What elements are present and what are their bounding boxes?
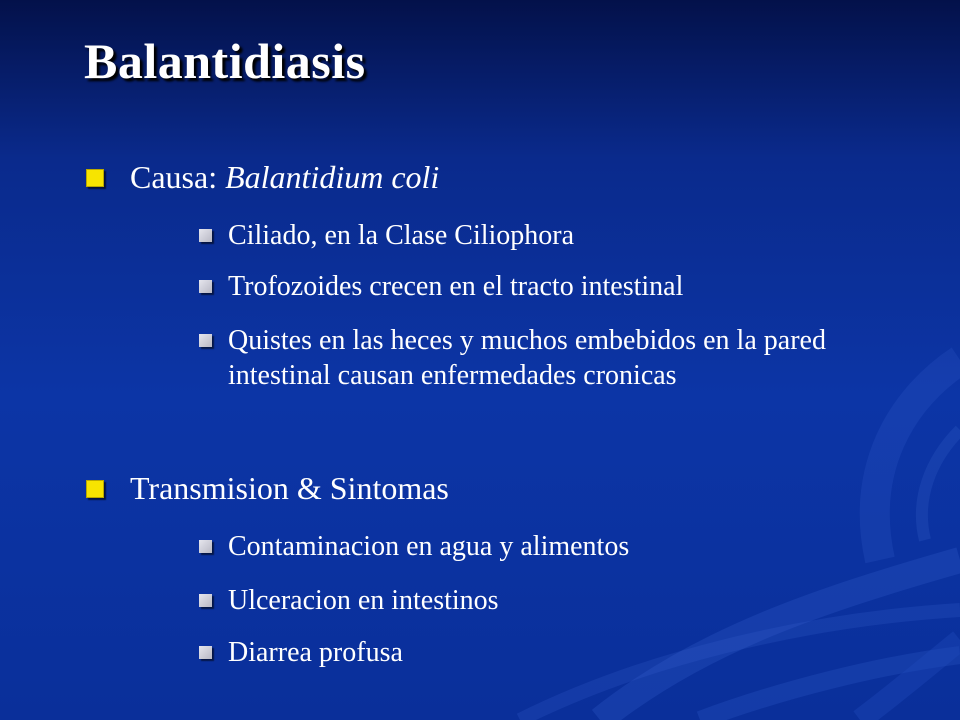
causa-label: Causa: <box>130 159 226 195</box>
square-bullet-icon <box>199 594 212 607</box>
sub-bullet-text: Ciliado, en la Clase Ciliophora <box>228 220 575 251</box>
transmision-heading: Transmision & Sintomas <box>130 470 449 506</box>
sub-bullet-ciliado <box>228 218 908 253</box>
slide-title: Balantidiasis <box>84 33 366 89</box>
bullet-transmision <box>130 466 449 510</box>
square-bullet-icon <box>199 646 212 659</box>
square-bullet-icon <box>199 280 212 293</box>
sub-bullet-contaminacion <box>228 529 908 564</box>
square-bullet-icon <box>86 169 104 187</box>
sub-bullet-text: Diarrea profusa <box>228 637 403 668</box>
square-bullet-icon <box>199 229 212 242</box>
sub-bullet-diarrea <box>228 635 908 670</box>
sub-bullet-text: Contaminacion en agua y alimentos <box>228 531 630 562</box>
sub-bullet-text: Ulceracion en intestinos <box>228 585 499 616</box>
square-bullet-icon <box>86 480 104 498</box>
causa-organism: Balantidium coli <box>225 159 440 195</box>
square-bullet-icon <box>199 540 212 553</box>
sub-bullet-ulceracion <box>228 583 908 618</box>
sub-bullet-text: Quistes en las heces y muchos embebidos en la pared intestinal causan enfermedades cronicas <box>228 325 826 391</box>
sub-bullet-trofozoides <box>228 269 908 304</box>
sub-bullet-quistes <box>228 323 908 393</box>
sub-bullet-text: Trofozoides crecen en el tracto intestinal <box>228 271 684 302</box>
square-bullet-icon <box>199 334 212 347</box>
bullet-causa <box>130 155 439 199</box>
